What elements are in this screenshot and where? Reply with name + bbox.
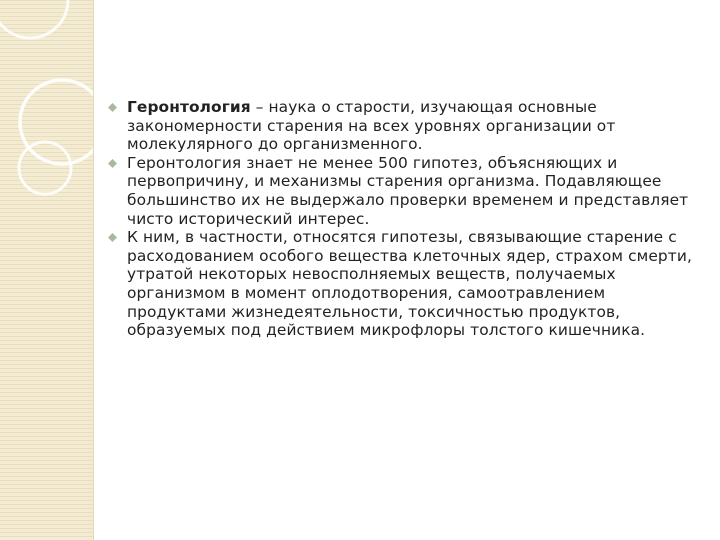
bullet-item-hypotheses [108,154,708,228]
slide-content [108,98,708,340]
bullet-item-definition [108,98,708,154]
bullet-text: – наука о старости, изучающая основные закономерности старения на всех уровнях организации от молекулярного до организменного. [127,98,616,154]
bullet-list [108,98,708,340]
bullet-text: К ним, в частности, относятся гипотезы, связывающие старение с расходованием особого вещества клеточных ядер, страхом смерти, утратой некоторых невосполняемых веществ, получаемых организмом в момент оплодотворения, самоотравлением продуктами жизнедеятельности, токсичностью продуктов, образуемых под действием микрофлоры толстого кишечника. [127,228,692,340]
bullet-text: Геронтология знает не менее 500 гипотез, объясняющих и первопричину, и механизмы старения организма. Подавляющее большинство их не выдержало проверки временем и представляет чисто исторический интерес. [127,153,689,228]
term-gerontology: Геронтология [127,98,251,116]
decorative-circles-icon [0,0,93,540]
bullet-item-examples [108,228,708,340]
diamond-bullet-icon [108,159,117,168]
diamond-bullet-icon [108,103,117,112]
decorative-side-panel [0,0,94,540]
diamond-bullet-icon [108,233,117,242]
